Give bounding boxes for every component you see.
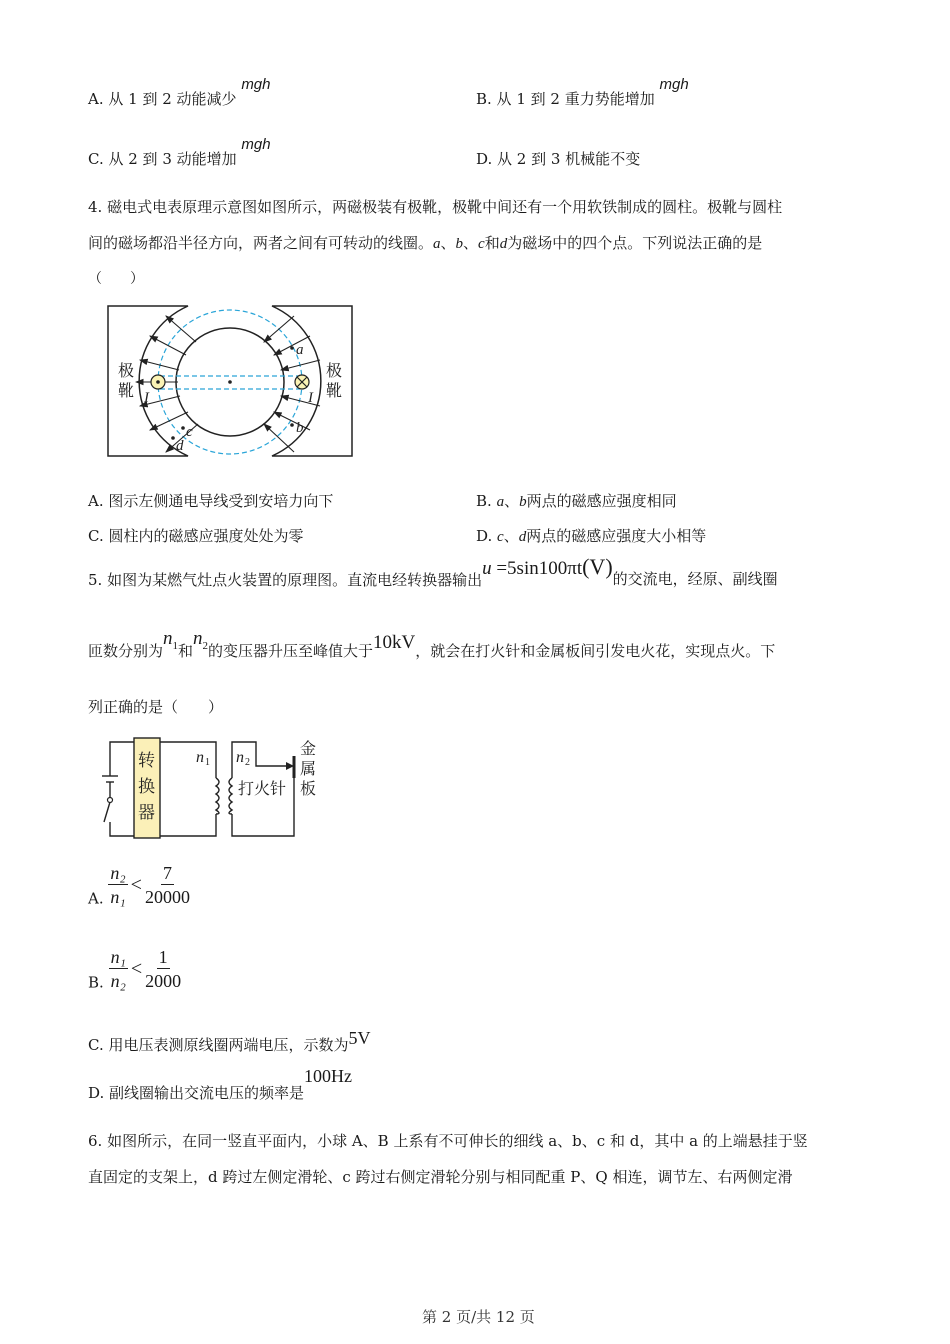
numerator: 1 bbox=[158, 947, 168, 967]
text: 和 bbox=[484, 234, 500, 252]
math-mgh: mgh bbox=[659, 76, 689, 93]
q3-option-d bbox=[476, 148, 640, 169]
text: ，就会在打火针和金属板间引发电火花，实现点火。下 bbox=[415, 642, 776, 660]
var-u: u bbox=[482, 558, 492, 579]
svg-text:属: 属 bbox=[300, 759, 317, 778]
voltage-value: 5V bbox=[348, 1028, 371, 1048]
text: 两点的磁感应强度大小相等 bbox=[526, 527, 707, 545]
var-c: c bbox=[478, 236, 485, 252]
ignition-circuit-diagram bbox=[98, 736, 328, 842]
denominator: n₂ bbox=[110, 971, 126, 991]
svg-text:转: 转 bbox=[138, 751, 155, 771]
var-a: a bbox=[496, 494, 505, 510]
q3-option-c bbox=[88, 136, 271, 169]
svg-text:I: I bbox=[308, 390, 313, 406]
n: n bbox=[193, 628, 203, 649]
option-text: B. 从 1 到 2 重力势能增加 bbox=[476, 90, 655, 108]
svg-text:1: 1 bbox=[205, 757, 210, 768]
denominator: 20000 bbox=[144, 887, 190, 907]
q6-stem-line1: 6. 如图所示，在同一竖直平面内，小球 A、B 上系有不可伸长的细线 a、b、c 和 d，其中 a 的上端悬挂于竖 bbox=[88, 1132, 808, 1150]
q3-option-b bbox=[476, 76, 689, 109]
svg-text:a: a bbox=[296, 342, 304, 358]
svg-text:换: 换 bbox=[138, 777, 155, 797]
numerator: 7 bbox=[162, 863, 172, 883]
formula-unit: (V) bbox=[582, 554, 613, 579]
text: 为磁场中的四个点。下列说法正确的是 bbox=[507, 234, 763, 252]
svg-text:器: 器 bbox=[138, 803, 155, 823]
q4-option-d bbox=[476, 525, 706, 546]
svg-text:靴: 靴 bbox=[118, 381, 135, 400]
text: 、 bbox=[463, 234, 479, 252]
text: 5. 如图为某燃气灶点火装置的原理图。直流电经转换器输出 bbox=[88, 571, 483, 589]
option-text: A. 从 1 到 2 动能减少 bbox=[88, 90, 237, 108]
q5-option-c bbox=[88, 1028, 371, 1055]
svg-text:n: n bbox=[236, 749, 244, 766]
q4-option-c: C. 圆柱内的磁感应强度处处为零 bbox=[88, 527, 304, 545]
svg-text:板: 板 bbox=[300, 779, 317, 798]
option-text: C. 用电压表测原线圈两端电压，示数为 bbox=[88, 1036, 349, 1054]
ratio-value bbox=[145, 946, 181, 993]
q5-option-d bbox=[88, 1066, 353, 1103]
text: 、 bbox=[440, 234, 456, 252]
svg-text:b: b bbox=[296, 420, 304, 436]
n: n bbox=[163, 628, 173, 649]
svg-text:d: d bbox=[176, 438, 184, 454]
q5-option-a bbox=[88, 862, 190, 909]
var-d: d bbox=[518, 529, 527, 545]
q4-option-b bbox=[476, 490, 677, 511]
option-label: A. bbox=[88, 889, 104, 908]
svg-text:2: 2 bbox=[245, 757, 250, 768]
q3-option-a bbox=[88, 76, 271, 109]
q5-stem-line3: 列正确的是（ ） bbox=[88, 698, 224, 716]
math-mgh: mgh bbox=[241, 76, 271, 93]
svg-text:打火针: 打火针 bbox=[238, 779, 287, 798]
text: 的变压器升压至峰值大于 bbox=[208, 642, 374, 660]
svg-text:金: 金 bbox=[300, 739, 317, 758]
ratio-n1-n2 bbox=[109, 946, 128, 993]
text: 和 bbox=[178, 642, 194, 660]
var-a: a bbox=[433, 236, 441, 252]
ratio-value bbox=[145, 862, 190, 909]
math-mgh: mgh bbox=[241, 136, 271, 153]
numerator: n₁ bbox=[110, 947, 126, 967]
option-text: C. 从 2 到 3 动能增加 bbox=[88, 150, 237, 168]
q5-option-b bbox=[88, 946, 181, 993]
q5-stem-line2 bbox=[88, 628, 776, 664]
svg-text:I: I bbox=[144, 390, 149, 406]
galvanometer-diagram bbox=[100, 302, 360, 464]
text: B. bbox=[476, 492, 497, 510]
numerator: n₂ bbox=[110, 863, 126, 883]
text: D. bbox=[476, 527, 498, 545]
text: 匝数分别为 bbox=[88, 642, 164, 660]
q5-stem-line1 bbox=[88, 554, 778, 590]
var-c: c bbox=[497, 529, 504, 545]
less-than: < bbox=[130, 958, 143, 980]
svg-text:极: 极 bbox=[118, 361, 135, 380]
sub: 2 bbox=[202, 639, 209, 652]
var-b: b bbox=[519, 494, 527, 510]
var-n1 bbox=[163, 628, 179, 652]
text: 两点的磁感应强度相同 bbox=[526, 492, 677, 510]
svg-text:极: 极 bbox=[326, 361, 343, 380]
text: 的交流电，经原、副线圈 bbox=[612, 570, 778, 588]
svg-text:c: c bbox=[186, 424, 193, 440]
formula-body: =5sin100πt bbox=[491, 558, 583, 579]
less-than: < bbox=[130, 874, 142, 896]
text: 、 bbox=[504, 492, 520, 510]
text: 间的磁场都沿半径方向，两者之间有可转动的线圈。 bbox=[88, 234, 434, 252]
peak-voltage: 10kV bbox=[373, 632, 416, 653]
option-text: D. 从 2 到 3 机械能不变 bbox=[476, 150, 641, 168]
q4-stem-line2 bbox=[88, 226, 762, 261]
denominator: 2000 bbox=[145, 971, 182, 991]
sub: 1 bbox=[172, 639, 179, 652]
denominator: n₁ bbox=[110, 887, 126, 907]
var-d: d bbox=[499, 236, 508, 252]
svg-text:靴: 靴 bbox=[326, 381, 343, 400]
formula-u bbox=[482, 554, 613, 579]
var-n2 bbox=[193, 628, 209, 652]
page-number: 第 2 页/共 12 页 bbox=[422, 1308, 535, 1326]
answer-blank: （ ） bbox=[88, 271, 144, 287]
option-text: D. 副线圈输出交流电压的频率是 bbox=[88, 1084, 305, 1102]
option-label: B. bbox=[88, 973, 104, 992]
q4-option-a: A. 图示左侧通电导线受到安培力向下 bbox=[88, 492, 334, 510]
frequency-value: 100Hz bbox=[304, 1066, 353, 1086]
q4-stem-line1: 4. 磁电式电表原理示意图如图所示，两磁极装有极靴，极靴中间还有一个用软铁制成的圆柱。极靴与圆柱 bbox=[88, 198, 783, 216]
q6-stem-line2: 直固定的支架上，d 跨过左侧定滑轮、c 跨过右侧定滑轮分别与相同配重 P、Q 相连，调节左、右两侧定滑 bbox=[88, 1168, 793, 1186]
text: 、 bbox=[503, 527, 519, 545]
var-b: b bbox=[455, 236, 464, 252]
ratio-n2-n1 bbox=[108, 862, 127, 909]
svg-text:n: n bbox=[196, 749, 204, 766]
